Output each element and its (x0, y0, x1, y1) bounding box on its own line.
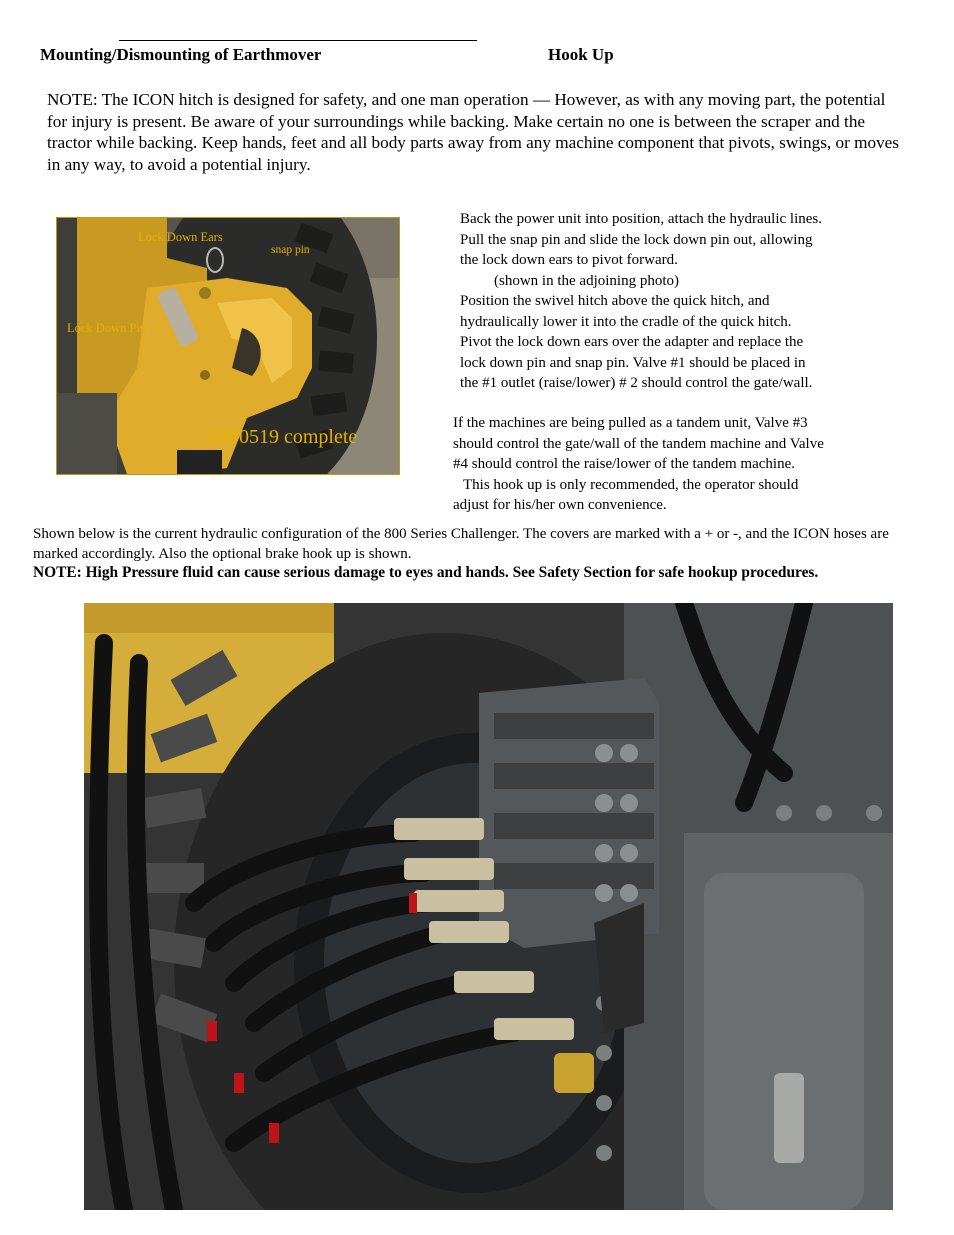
instruction-line: Pull the snap pin and slide the lock down pin out, allowing (460, 231, 813, 248)
instruction-line: Back the power unit into position, attach the hydraulic lines. (460, 211, 822, 227)
instruction-line: hydraulically lower it into the cradle of the quick hitch. (460, 313, 792, 330)
tandem-line: #4 should control the raise/lower of the tandem machine. (453, 456, 795, 472)
instruction-line: lock down pin and snap pin. Valve #1 should be placed in (460, 354, 806, 371)
safety-note: NOTE: The ICON hitch is designed for safety, and one man operation — However, as with any moving part, the potential for injury is present. Be aware of your surroundings while backing. Make certain no one is between the scraper and the tractor while backing. Keep hands, feet and all body parts away from any machine component that pivots, swings, or moves in any way, to avoid a potential injury. (47, 90, 899, 174)
instruction-line: Pivot the lock down ears over the adapter and replace the (460, 334, 804, 350)
pressure-warning: NOTE: High Pressure fluid can cause serious damage to eyes and hands. See Safety Section for safe hookup procedures. (33, 564, 819, 581)
instruction-line: the #1 outlet (raise/lower) # 2 should control the gate/wall. (460, 375, 813, 391)
tandem-line: If the machines are being pulled as a tandem unit, Valve #3 (453, 415, 808, 431)
instruction-line: (shown in the adjoining photo) (494, 272, 679, 289)
hydraulic-config-photo (84, 603, 893, 1210)
tandem-instructions (453, 413, 824, 516)
lock-down-pin-label: Lock Down Pin (67, 321, 147, 335)
photo-stamp: 2000519 complete (209, 426, 358, 448)
config-description: Shown below is the current hydraulic configuration of the 800 Series Challenger. The covers are marked with a + or -, and the ICON hoses are marked accordingly. Also the optional brake hook up is shown. (33, 526, 889, 562)
hitch-photo (56, 217, 400, 475)
hookup-instructions (460, 209, 822, 394)
instruction-line: Position the swivel hitch above the quick hitch, and (460, 293, 770, 309)
tandem-line: This hook up is only recommended, the operator should (463, 476, 799, 493)
tandem-line: adjust for his/her own convenience. (453, 497, 667, 513)
top-rule (119, 40, 477, 41)
tandem-line: should control the gate/wall of the tandem machine and Valve (453, 435, 824, 452)
page-title: Mounting/Dismounting of Earthmover (40, 45, 322, 64)
hydraulic-photo-image (84, 603, 893, 1210)
section-title: Hook Up (548, 45, 614, 64)
lock-down-ears-label: Lock Down Ears (138, 230, 223, 244)
instruction-line: the lock down ears to pivot forward. (460, 252, 678, 268)
snap-pin-label: snap pin (271, 244, 310, 256)
